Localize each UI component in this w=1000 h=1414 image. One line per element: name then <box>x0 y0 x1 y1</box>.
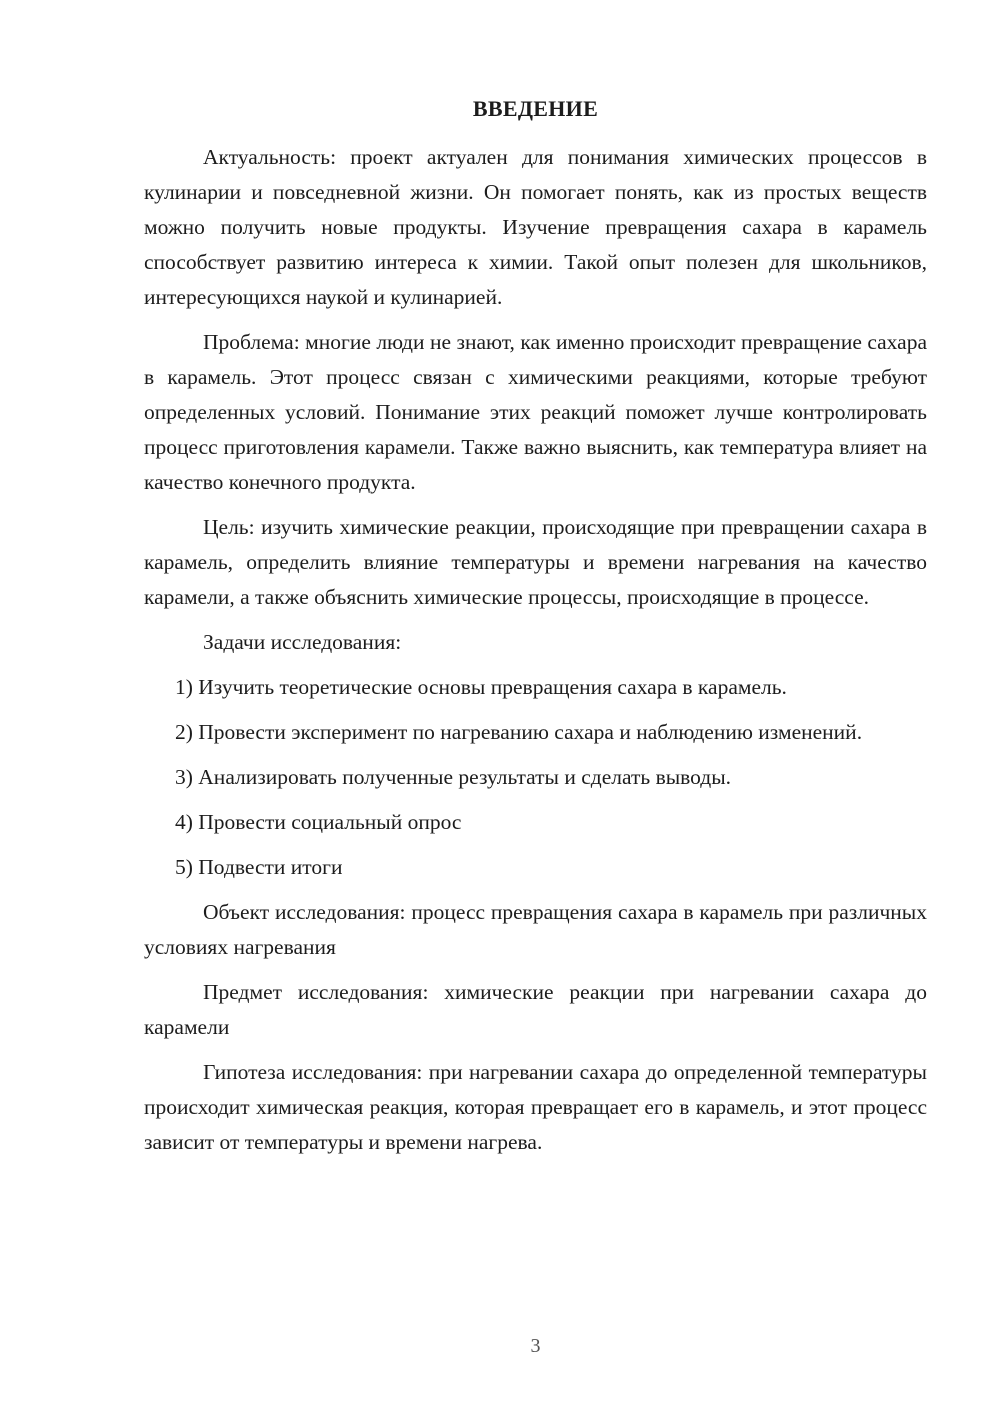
subject-paragraph: Предмет исследования: химические реакции при нагревании сахара до карамели <box>144 980 927 1039</box>
document-body <box>144 140 927 1160</box>
page-number: 3 <box>530 1335 541 1357</box>
goal-paragraph: Цель: изучить химические реакции, происходящие при превращении сахара в карамель, определить влияние температуры и времени нагревания на качество карамели, а также объяснить химические процессы, происходящие в процессе. <box>144 515 927 609</box>
hypothesis-paragraph: Гипотеза исследования: при нагревании сахара до определенной температуры происходит химическая реакция, которая превращает его в карамель, и этот процесс зависит от температуры и времени нагрева. <box>144 1060 927 1154</box>
tasks-heading: Задачи исследования: <box>203 630 402 654</box>
object-paragraph: Объект исследования: процесс превращения сахара в карамель при различных условиях нагревания <box>144 900 927 959</box>
section-title: ВВЕДЕНИЕ <box>472 96 599 121</box>
relevance-paragraph: Актуальность: проект актуален для понимания химических процессов в кулинарии и повседневной жизни. Он помогает понять, как из простых веществ можно получить новые продукты. Изучение превращения сахара в карамель способствует развитию интереса к химии. Такой опыт полезен для школьников, интересующихся наукой и кулинарией. <box>144 145 927 309</box>
task-item-5: 5) Подвести итоги <box>175 855 343 879</box>
problem-paragraph: Проблема: многие люди не знают, как именно происходит превращение сахара в карамель. Этот процесс связан с химическими реакциями, которые требуют определенных условий. Понимание этих реакций поможет лучше контролировать процесс приготовления карамели. Также важно выяснить, как температура влияет на качество конечного продукта. <box>144 330 927 494</box>
task-item-2: 2) Провести эксперимент по нагреванию сахара и наблюдению изменений. <box>175 720 863 744</box>
task-item-4: 4) Провести социальный опрос <box>175 810 462 834</box>
task-item-1: 1) Изучить теоретические основы превращения сахара в карамель. <box>175 675 787 699</box>
task-item-3: 3) Анализировать полученные результаты и сделать выводы. <box>175 765 732 789</box>
